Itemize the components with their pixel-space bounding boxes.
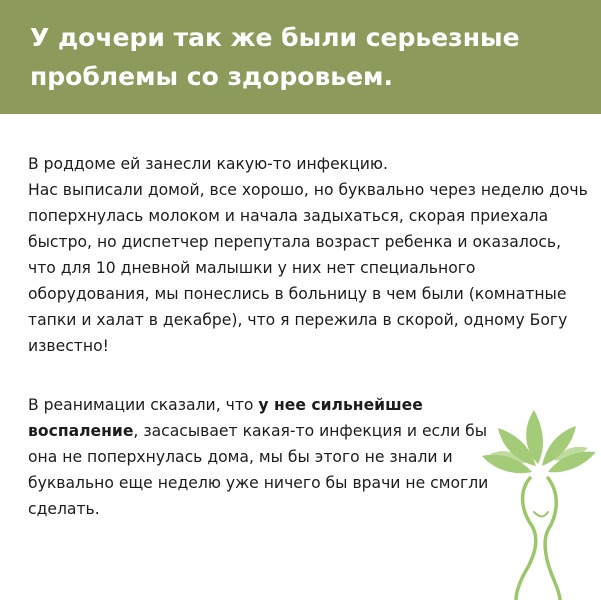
lotus-woman-icon (478, 402, 601, 600)
paragraph-resuscitation-start: В реанимации сказали, что (28, 396, 259, 414)
paragraph-resuscitation (28, 392, 498, 522)
header-banner (0, 0, 601, 114)
paragraph-maternity: В роддоме ей занесли какую-то инфекцию. Нас выписали домой, все хорошо, но буквально через неделю дочь поперхнулась молоком и начала задыхаться, скорая приехала быстро, но диспетчер перепутала возраст ребенка и оказалось, что для 10 дневной малышки у них нет специального оборудования, мы понеслись в больницу в чем были (комнатные тапки и халат в декабре), что я пережила в скорой, одному Богу известно! (28, 155, 588, 355)
paragraph-resuscitation-end: , засасывает какая-то инфекция и если бы она не поперхнулась дома, мы бы этого не знали и буквально еще неделю уже ничего бы врачи не смогли сделать. (28, 422, 489, 518)
paragraph-resuscitation-emphasis: у нее сильнейшее воспаление (28, 396, 423, 440)
page-title: У дочери так же были серьезные проблемы со здоровьем. (30, 23, 520, 91)
